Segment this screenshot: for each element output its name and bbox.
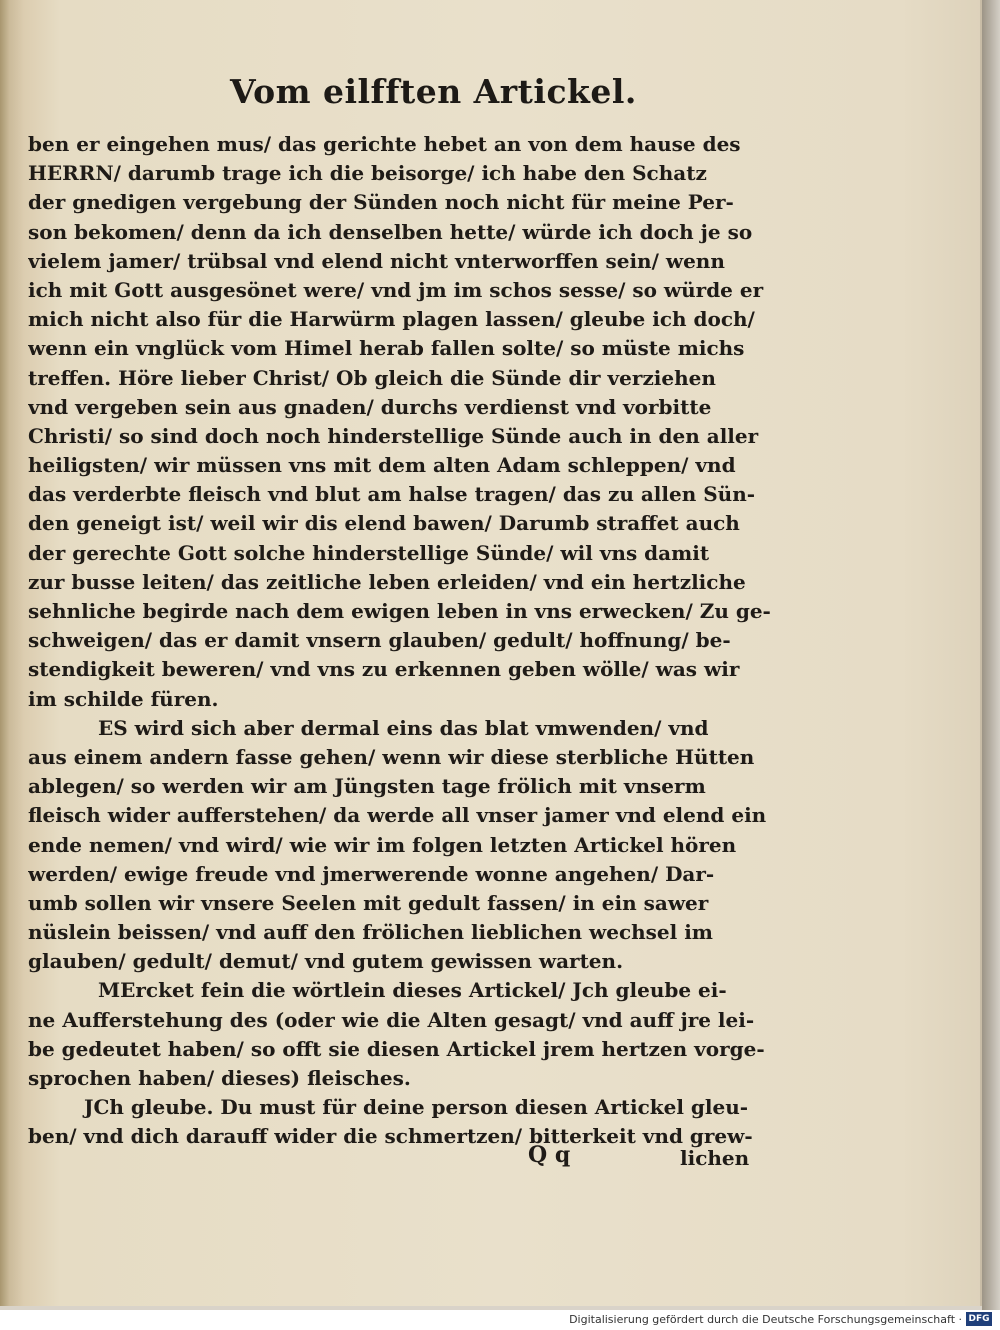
body-text <box>28 130 780 1152</box>
running-head: Vom eilfften Artickel. <box>230 72 637 111</box>
text-line: sprochen haben/ dieses) fleisches. <box>28 1066 411 1090</box>
text-line: den geneigt ist/ weil wir dis elend bawen/ Darumb straffet auch <box>28 511 740 536</box>
signature-mark: Q q <box>528 1142 571 1168</box>
catchword: lichen <box>680 1146 750 1170</box>
text-line: werden/ ewige freude vnd jmerwerende wonne angehen/ Dar- <box>28 861 715 886</box>
text-line: Christi/ so sind doch noch hinderstellige Sünde auch in den aller <box>28 423 759 448</box>
text-line: ben/ vnd dich darauff wider die schmertzen/ bitterkeit vnd grew- <box>28 1124 753 1149</box>
text-line: ne Aufferstehung des (oder wie die Alten gesagt/ vnd auff jre lei- <box>28 1007 755 1032</box>
text-line: ende nemen/ vnd wird/ wie wir im folgen letzten Artickel hören <box>28 832 737 857</box>
text-line: im schilde füren. <box>28 686 219 711</box>
page-edge-shadow <box>982 0 1000 1310</box>
dfg-logo-icon: DFG <box>966 1312 992 1326</box>
text-line: das verderbte fleisch vnd blut am halse tragen/ das zu allen Sün- <box>28 482 756 507</box>
text-line: vnd vergeben sein aus gnaden/ durchs verdienst vnd vorbitte <box>28 394 712 419</box>
text-line: stendigkeit beweren/ vnd vns zu erkennen geben wölle/ was wir <box>28 657 740 682</box>
text-line: heiligsten/ wir müssen vns mit dem alten Adam schleppen/ vnd <box>28 453 736 478</box>
text-line: treffen. Höre lieber Christ/ Ob gleich die Sünde dir verziehen <box>28 365 716 390</box>
text-line: nüslein beissen/ vnd auff den frölichen lieblichen wechsel im <box>28 920 713 945</box>
text-line: son bekomen/ denn da ich denselben hette/ würde ich doch je so <box>28 219 753 244</box>
text-line: mich nicht also für die Harwürm plagen lassen/ gleube ich doch/ <box>28 307 755 332</box>
text-line: ablegen/ so werden wir am Jüngsten tage frölich mit vnserm <box>28 774 706 799</box>
text-line: der gnedigen vergebung der Sünden noch nicht für meine Per- <box>28 190 734 215</box>
page-gutter-edge <box>0 0 10 1306</box>
paragraph-start-line: ES wird sich aber dermal eins das blat vmwenden/ vnd <box>98 715 709 740</box>
paragraph-start-line: JCh gleube. Du must für deine person diesen Artickel gleu- <box>84 1095 749 1120</box>
paragraph-start-line: MErcket fein die wörtlein dieses Artickel/ Jch gleube ei- <box>98 978 727 1003</box>
text-line: glauben/ gedult/ demut/ vnd gutem gewissen warten. <box>28 949 624 974</box>
text-line: ben er eingehen mus/ das gerichte hebet an von dem hause des <box>28 132 741 156</box>
text-line: ich mit Gott ausgesönet were/ vnd jm im schos sesse/ so würde er <box>28 277 764 302</box>
text-line: zur busse leiten/ das zeitliche leben erleiden/ vnd ein hertzliche <box>28 569 746 594</box>
text-line: wenn ein vnglück vom Himel herab fallen solte/ so müste michs <box>28 336 745 361</box>
text-line: der gerechte Gott solche hinderstellige Sünde/ wil vns damit <box>28 540 710 565</box>
text-line: schweigen/ das er damit vnsern glauben/ gedult/ hoffnung/ be- <box>28 628 731 653</box>
text-line: vielem jamer/ trübsal vnd elend nicht vnterworffen sein/ wenn <box>28 248 725 273</box>
funding-credit: Digitalisierung gefördert durch die Deutsche Forschungsgemeinschaft · <box>569 1313 962 1326</box>
text-line: fleisch wider aufferstehen/ da werde all vnser jamer vnd elend ein <box>28 803 767 828</box>
text-line: sehnliche begirde nach dem ewigen leben in vns erwecken/ Zu ge- <box>28 599 771 623</box>
text-line: aus einem andern fasse gehen/ wenn wir diese sterbliche Hütten <box>28 744 755 769</box>
text-line: be gedeutet haben/ so offt sie diesen Artickel jrem hertzen vorge- <box>28 1036 765 1061</box>
text-line: HERRN/ darumb trage ich die beisorge/ ich habe den Schatz <box>28 161 707 186</box>
text-line: umb sollen wir vnsere Seelen mit gedult fassen/ in ein sawer <box>28 890 709 915</box>
